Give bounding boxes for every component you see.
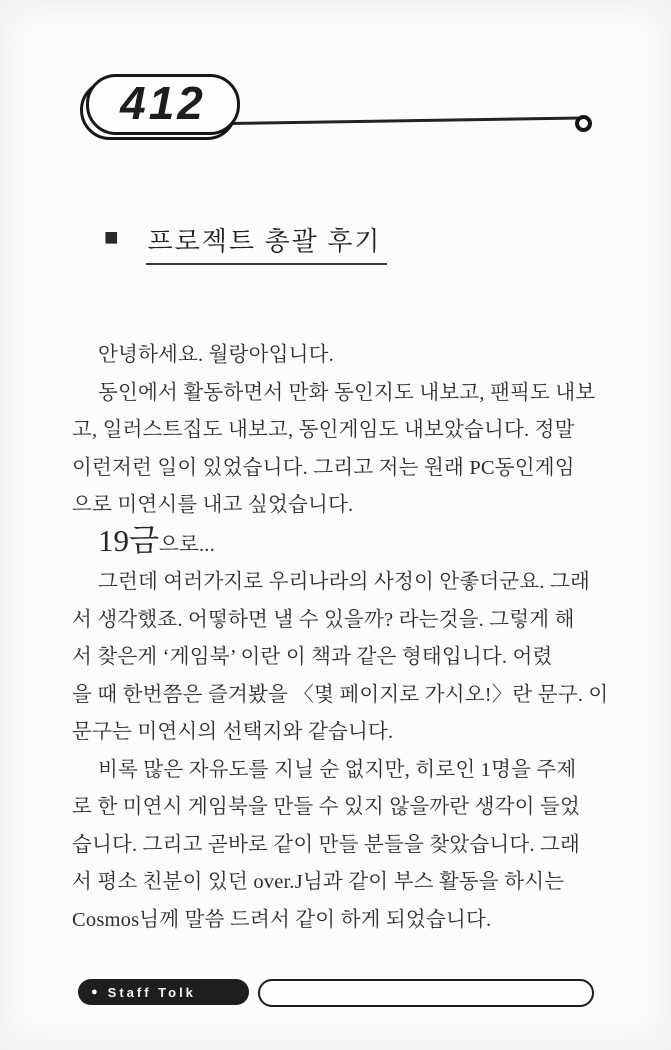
body-line: 이런저런 일이 있었습니다. 그리고 저는 원래 PC동인게임 bbox=[72, 456, 575, 479]
body-line-emphasis bbox=[72, 522, 617, 565]
square-bullet-icon: ■ bbox=[104, 225, 119, 251]
page-number-badge bbox=[86, 74, 240, 135]
dot-icon: ● bbox=[91, 986, 98, 998]
header-rule-line bbox=[229, 116, 581, 125]
body-line: 으로 미연시를 내고 싶었습니다. bbox=[72, 494, 354, 516]
body-line: 을 때 한번쯤은 즐겨봤을 〈몇 페이지로 가시오!〉란 문구. 이 bbox=[72, 683, 609, 706]
body-line: 로 한 미연시 게임북을 만들 수 있지 않을까란 생각이 들었 bbox=[72, 796, 580, 818]
body-line: 문구는 미연시의 선택지와 같습니다. bbox=[72, 721, 394, 743]
emphasis-rest: 으로... bbox=[158, 533, 215, 556]
section-heading-title: 프로젝트 총괄 후기 bbox=[146, 221, 388, 265]
staff-talk-label: Staff Tolk bbox=[107, 984, 196, 1000]
body-line: Cosmos님께 말씀 드려서 같이 하게 되었습니다. bbox=[72, 908, 492, 931]
body-line: 비록 많은 자유도를 지닐 순 없지만, 히로인 1명을 주제 bbox=[98, 758, 577, 781]
body-line: 서 찾은게 ‘게임북’ 이란 이 책과 같은 형태입니다. 어렸 bbox=[72, 646, 553, 668]
emphasis-19geum: 19금 bbox=[98, 522, 159, 558]
body-line: 그런데 여러가지로 우리나라의 사정이 안좋더군요. 그래 bbox=[98, 571, 591, 593]
body-line: 안녕하세요. 월랑아입니다. bbox=[98, 344, 335, 366]
body-line: 습니다. 그리고 곧바로 같이 만들 분들을 찾았습니다. 그래 bbox=[72, 833, 580, 856]
body-line: 서 평소 친분이 있던 over.J님과 같이 부스 활동을 하시는 bbox=[72, 871, 565, 893]
body-line: 서 생각했죠. 어떻하면 낼 수 있을까? 라는것을. 그렇게 해 bbox=[72, 608, 575, 631]
afterword-body bbox=[72, 337, 617, 939]
line-end-ring-icon bbox=[575, 115, 592, 132]
body-line: 고, 일러스트집도 내보고, 동인게임도 내보았습니다. 정말 bbox=[72, 419, 575, 441]
footer-empty-pill bbox=[258, 979, 594, 1007]
page-number: 412 bbox=[120, 76, 206, 129]
body-line: 동인에서 활동하면서 만화 동인지도 내보고, 팬픽도 내보 bbox=[98, 381, 596, 404]
staff-talk-badge bbox=[78, 979, 249, 1005]
section-heading bbox=[104, 221, 387, 265]
